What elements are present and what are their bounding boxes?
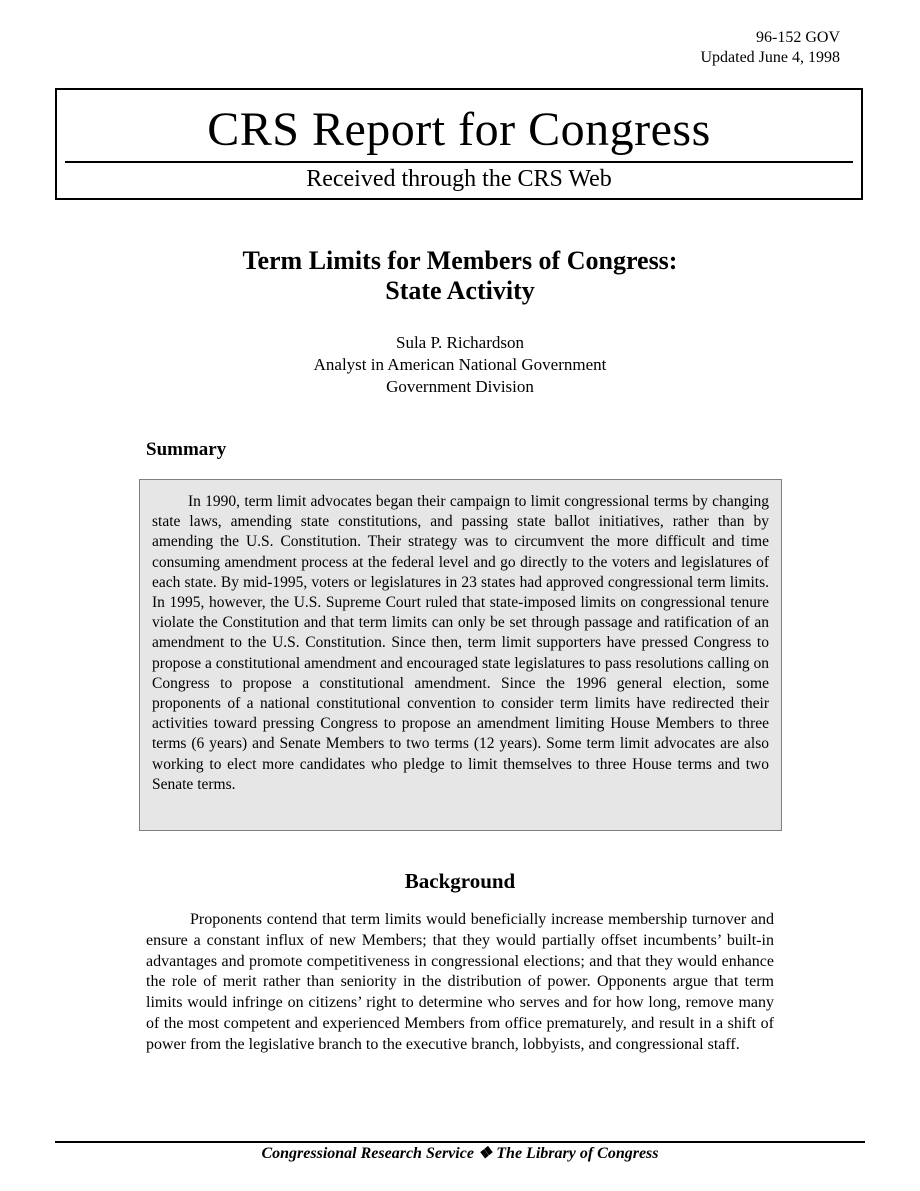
masthead-rule xyxy=(65,161,853,163)
report-id: 96-152 GOV xyxy=(756,29,840,46)
background-heading: Background xyxy=(404,869,516,893)
document-title-line2: State Activity xyxy=(385,276,535,305)
summary-box: In 1990, term limit advocates began their campaign to limit congressional terms by changing state laws, amending state constitutions, and passing state ballot initiatives, rather than by amending the U.S. Constitution. Their strategy was to circumvent the more difficult and time consuming amendment process at the federal level and go directly to the voters and legislatures of each state. By mid-1995, voters or legislatures in 23 states had approved congressional term limits. In 1995, however, the U.S. Supreme Court ruled that state-imposed limits on congressional tenure violate the Constitution and that term limits can only be set through passage and ratification of an amendment to the U.S. Constitution. Since then, term limit supporters have pressed Congress to propose a constitutional amendment and encouraged state legislatures to pass resolutions calling on Congress to propose a constitutional amendment. Since the 1996 general election, some proponents of a national constitutional convention to consider term limits have redirected their activities toward pressing Congress to propose an amendment limiting House Members to three terms (6 years) and Senate Members to two terms (12 years). Some term limit advocates are also working to elect more candidates who pledge to limit themselves to three House terms and two Senate terms. xyxy=(139,479,782,831)
background-paragraph: Proponents contend that term limits would beneficially increase membership turnover and ensure a constant influx of new Members; that they would partially offset incumbents’ built-in advantages and promote competitiveness in congressional elections; and that they would enhance the role of merit rather than seniority in the distribution of power. Opponents argue that term limits would infringe on citizens’ right to determine who serves and for how long, remove many of the most competent and experienced Members from office prematurely, and result in a shift of power from the legislative branch to the executive branch, lobbyists, and congressional staff. xyxy=(146,911,774,1053)
masthead-title: CRS Report for Congress xyxy=(207,103,711,156)
footer-rule xyxy=(55,1141,865,1143)
report-number-block xyxy=(700,28,840,68)
author-block xyxy=(0,332,920,398)
summary-heading: Summary xyxy=(146,439,227,460)
author-name: Sula P. Richardson xyxy=(396,333,524,352)
masthead xyxy=(55,88,863,200)
author-division: Government Division xyxy=(386,377,534,396)
updated-date: Updated June 4, 1998 xyxy=(700,49,840,66)
document-title-line1: Term Limits for Members of Congress: xyxy=(242,246,678,275)
document-title xyxy=(0,246,920,306)
footer-text: Congressional Research Service ❖ The Library of Congress xyxy=(261,1145,659,1162)
author-title: Analyst in American National Government xyxy=(313,355,607,374)
masthead-subtitle: Received through the CRS Web xyxy=(306,166,612,192)
